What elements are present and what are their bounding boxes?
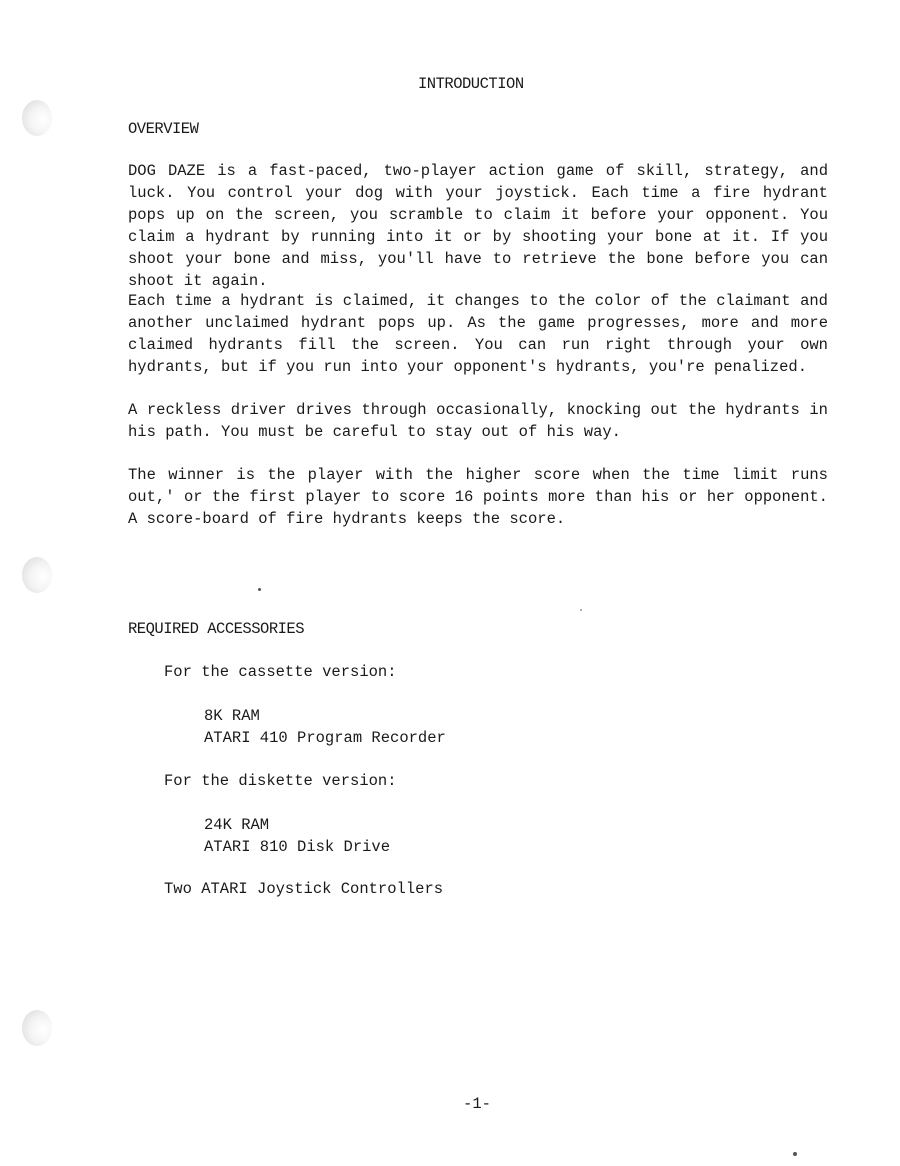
binder-hole-bottom: [22, 1010, 52, 1046]
overview-heading: OVERVIEW: [128, 120, 199, 138]
binder-hole-middle: [22, 557, 52, 593]
overview-paragraph-2: Each time a hydrant is claimed, it changes to the color of the claimant and another unclaimed hydrant pops up. As the game progresses, more and more claimed hydrants fill the screen. You can run right through your own hydrants, but if you run into your opponent's hydrants, you're penalized.: [128, 292, 828, 376]
overview-paragraph-4: The winner is the player with the higher score when the time limit runs out,' or the first player to score 16 points more than his or her opponent. A score-board of fire hydrants keeps the score.: [128, 466, 828, 528]
scan-speck: [793, 1152, 797, 1156]
diskette-item-drive: ATARI 810 Disk Drive: [204, 838, 391, 856]
page-title: INTRODUCTION: [418, 75, 524, 93]
scan-speck: [258, 588, 261, 591]
cassette-item-ram: 8K RAM: [204, 707, 260, 725]
cassette-version-label: For the cassette version:: [164, 663, 397, 681]
diskette-item-ram: 24K RAM: [204, 816, 270, 834]
scan-speck: [580, 609, 582, 611]
overview-paragraph-1: DOG DAZE is a fast-paced, two-player action game of skill, strategy, and luck. You control your dog with your joystick. Each time a fire hydrant pops up on the screen, you scramble to claim it before your opponent. You claim a hydrant by running into it or by shooting your bone at it. If you shoot your bone and miss, you'll have to retrieve the bone before you can shoot it again.: [128, 162, 828, 290]
page-number: -1-: [463, 1095, 491, 1113]
overview-paragraph-3: A reckless driver drives through occasionally, knocking out the hydrants in his path. You must be careful to stay out of his way.: [128, 401, 828, 441]
joystick-requirement: Two ATARI Joystick Controllers: [164, 880, 444, 898]
accessories-heading: REQUIRED ACCESSORIES: [128, 620, 305, 638]
diskette-version-label: For the diskette version:: [164, 772, 397, 790]
binder-hole-top: [22, 100, 52, 136]
cassette-item-recorder: ATARI 410 Program Recorder: [204, 729, 446, 747]
